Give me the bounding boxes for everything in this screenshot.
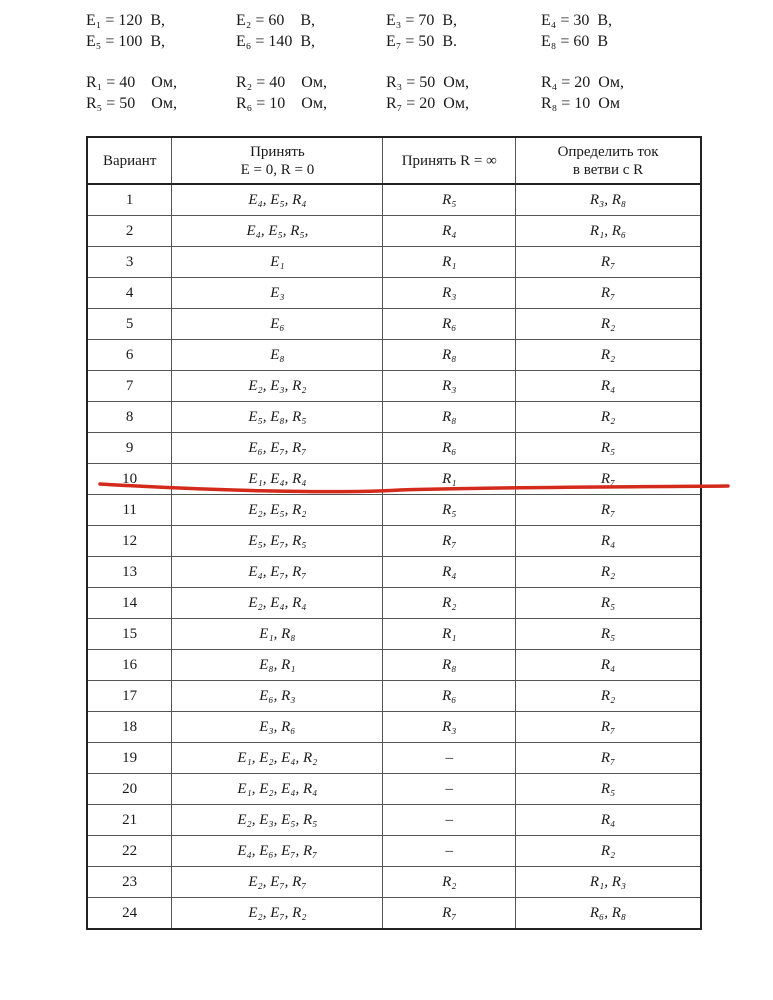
zero-elements: E₁, E₂, E₄, R₄ — [172, 774, 383, 805]
resistance-row — [86, 93, 691, 114]
zero-elements: E₂, E₇, R₂ — [172, 898, 383, 930]
variant-number: 10 — [87, 464, 172, 495]
target-branch: R₂ — [516, 340, 701, 371]
resistance-value: R₈ = 10 Ом — [541, 95, 620, 112]
emf-value: E₈ = 60 В — [541, 33, 609, 50]
resistance-value: R₃ = 50 Ом, — [386, 74, 469, 91]
infinite-resistor: – — [383, 774, 516, 805]
emf-value: E₁ = 120 В, — [86, 12, 166, 29]
emf-row — [86, 10, 691, 31]
variant-number: 3 — [87, 247, 172, 278]
target-branch: R₂ — [516, 557, 701, 588]
table-row — [87, 588, 701, 619]
zero-elements: E₄, E₆, E₇, R₇ — [172, 836, 383, 867]
target-branch: R₄ — [516, 371, 701, 402]
variant-number: 17 — [87, 681, 172, 712]
zero-elements: E₆, R₃ — [172, 681, 383, 712]
infinite-resistor: – — [383, 743, 516, 774]
target-branch: R₂ — [516, 836, 701, 867]
zero-elements: E₁ — [172, 247, 383, 278]
target-branch: R₅ — [516, 433, 701, 464]
target-branch: R₆, R₈ — [516, 898, 701, 930]
header-set-infinite: Принять R = ∞ — [383, 137, 516, 184]
infinite-resistor: R₅ — [383, 495, 516, 526]
table-row — [87, 526, 701, 557]
infinite-resistor: R₇ — [383, 898, 516, 930]
infinite-resistor: R₂ — [383, 588, 516, 619]
infinite-resistor: R₁ — [383, 247, 516, 278]
variant-number: 2 — [87, 216, 172, 247]
target-branch: R₄ — [516, 526, 701, 557]
variant-number: 5 — [87, 309, 172, 340]
table-row — [87, 898, 701, 930]
emf-value: E₄ = 30 В, — [541, 12, 613, 29]
table-row — [87, 836, 701, 867]
infinite-resistor: – — [383, 836, 516, 867]
infinite-resistor: R₃ — [383, 371, 516, 402]
target-branch: R₅ — [516, 774, 701, 805]
target-branch: R₅ — [516, 588, 701, 619]
target-branch: R₂ — [516, 309, 701, 340]
infinite-resistor: R₈ — [383, 402, 516, 433]
infinite-resistor: – — [383, 805, 516, 836]
resistance-value: R₁ = 40 Ом, — [86, 74, 177, 91]
infinite-resistor: R₈ — [383, 650, 516, 681]
table-row — [87, 681, 701, 712]
target-branch: R₂ — [516, 402, 701, 433]
zero-elements: E₂, E₃, R₂ — [172, 371, 383, 402]
variant-number: 24 — [87, 898, 172, 930]
table-row — [87, 247, 701, 278]
table-row — [87, 495, 701, 526]
zero-elements: E₂, E₃, E₅, R₅ — [172, 805, 383, 836]
zero-elements: E₈, R₁ — [172, 650, 383, 681]
header-variant: Вариант — [87, 137, 172, 184]
table-row — [87, 712, 701, 743]
variants-table — [86, 136, 702, 930]
table-row — [87, 184, 701, 216]
infinite-resistor: R₈ — [383, 340, 516, 371]
zero-elements: E₆ — [172, 309, 383, 340]
zero-elements: E₁, E₄, R₄ — [172, 464, 383, 495]
zero-elements: E₁, E₂, E₄, R₂ — [172, 743, 383, 774]
zero-elements: E₆, E₇, R₇ — [172, 433, 383, 464]
variant-number: 7 — [87, 371, 172, 402]
target-branch: R₁, R₃ — [516, 867, 701, 898]
zero-elements: E₂, E₄, R₄ — [172, 588, 383, 619]
table-row — [87, 371, 701, 402]
target-branch: R₇ — [516, 247, 701, 278]
variant-number: 1 — [87, 184, 172, 216]
table-row — [87, 805, 701, 836]
header-find-current: Определить ток в ветви с R — [516, 137, 701, 184]
variant-number: 11 — [87, 495, 172, 526]
resistance-row — [86, 72, 691, 93]
emf-value: E₃ = 70 В, — [386, 12, 458, 29]
zero-elements: E₃ — [172, 278, 383, 309]
variant-number: 9 — [87, 433, 172, 464]
variant-number: 12 — [87, 526, 172, 557]
resistance-value: R₇ = 20 Ом, — [386, 95, 469, 112]
target-branch: R₇ — [516, 278, 701, 309]
variant-number: 13 — [87, 557, 172, 588]
table-row — [87, 743, 701, 774]
header-set-zero: Принять E = 0, R = 0 — [172, 137, 383, 184]
zero-elements: E₄, E₇, R₇ — [172, 557, 383, 588]
infinite-resistor: R₃ — [383, 712, 516, 743]
table-row — [87, 464, 701, 495]
infinite-resistor: R₄ — [383, 216, 516, 247]
variant-number: 14 — [87, 588, 172, 619]
table-row — [87, 650, 701, 681]
variant-number: 15 — [87, 619, 172, 650]
zero-elements: E₅, E₇, R₅ — [172, 526, 383, 557]
infinite-resistor: R₆ — [383, 681, 516, 712]
infinite-resistor: R₆ — [383, 309, 516, 340]
variant-number: 20 — [87, 774, 172, 805]
target-branch: R₄ — [516, 650, 701, 681]
emf-row — [86, 31, 691, 52]
emf-value: E₅ = 100 В, — [86, 33, 166, 50]
table-row — [87, 774, 701, 805]
target-branch: R₇ — [516, 464, 701, 495]
resistance-values — [86, 72, 691, 114]
target-branch: R₅ — [516, 619, 701, 650]
zero-elements: E₁, R₈ — [172, 619, 383, 650]
resistance-value: R₂ = 40 Ом, — [236, 74, 327, 91]
infinite-resistor: R₇ — [383, 526, 516, 557]
infinite-resistor: R₃ — [383, 278, 516, 309]
table-row — [87, 216, 701, 247]
variant-number: 6 — [87, 340, 172, 371]
zero-elements: E₈ — [172, 340, 383, 371]
infinite-resistor: R₁ — [383, 619, 516, 650]
emf-value: E₆ = 140 В, — [236, 33, 316, 50]
table-row — [87, 557, 701, 588]
zero-elements: E₂, E₅, R₂ — [172, 495, 383, 526]
target-branch: R₇ — [516, 495, 701, 526]
infinite-resistor: R₅ — [383, 184, 516, 216]
target-branch: R₃, R₈ — [516, 184, 701, 216]
table-row — [87, 340, 701, 371]
infinite-resistor: R₄ — [383, 557, 516, 588]
resistance-value: R₄ = 20 Ом, — [541, 74, 624, 91]
table-row — [87, 402, 701, 433]
variant-number: 16 — [87, 650, 172, 681]
emf-value: E₇ = 50 В. — [386, 33, 458, 50]
variant-number: 23 — [87, 867, 172, 898]
variant-number: 4 — [87, 278, 172, 309]
target-branch: R₂ — [516, 681, 701, 712]
variant-number: 18 — [87, 712, 172, 743]
zero-elements: E₅, E₈, R₅ — [172, 402, 383, 433]
table-header-row — [87, 137, 701, 184]
resistance-value: R₅ = 50 Ом, — [86, 95, 177, 112]
infinite-resistor: R₆ — [383, 433, 516, 464]
variant-number: 22 — [87, 836, 172, 867]
variant-number: 19 — [87, 743, 172, 774]
target-branch: R₇ — [516, 712, 701, 743]
table-row — [87, 867, 701, 898]
emf-value: E₂ = 60 В, — [236, 12, 316, 29]
zero-elements: E₃, R₆ — [172, 712, 383, 743]
infinite-resistor: R₁ — [383, 464, 516, 495]
table-row — [87, 619, 701, 650]
table-row — [87, 309, 701, 340]
zero-elements: E₂, E₇, R₇ — [172, 867, 383, 898]
infinite-resistor: R₂ — [383, 867, 516, 898]
emf-values — [86, 10, 691, 52]
zero-elements: E₄, E₅, R₅, — [172, 216, 383, 247]
table-row — [87, 433, 701, 464]
variant-number: 21 — [87, 805, 172, 836]
table-row — [87, 278, 701, 309]
variant-number: 8 — [87, 402, 172, 433]
target-branch: R₁, R₆ — [516, 216, 701, 247]
target-branch: R₄ — [516, 805, 701, 836]
resistance-value: R₆ = 10 Ом, — [236, 95, 327, 112]
target-branch: R₇ — [516, 743, 701, 774]
zero-elements: E₄, E₅, R₄ — [172, 184, 383, 216]
